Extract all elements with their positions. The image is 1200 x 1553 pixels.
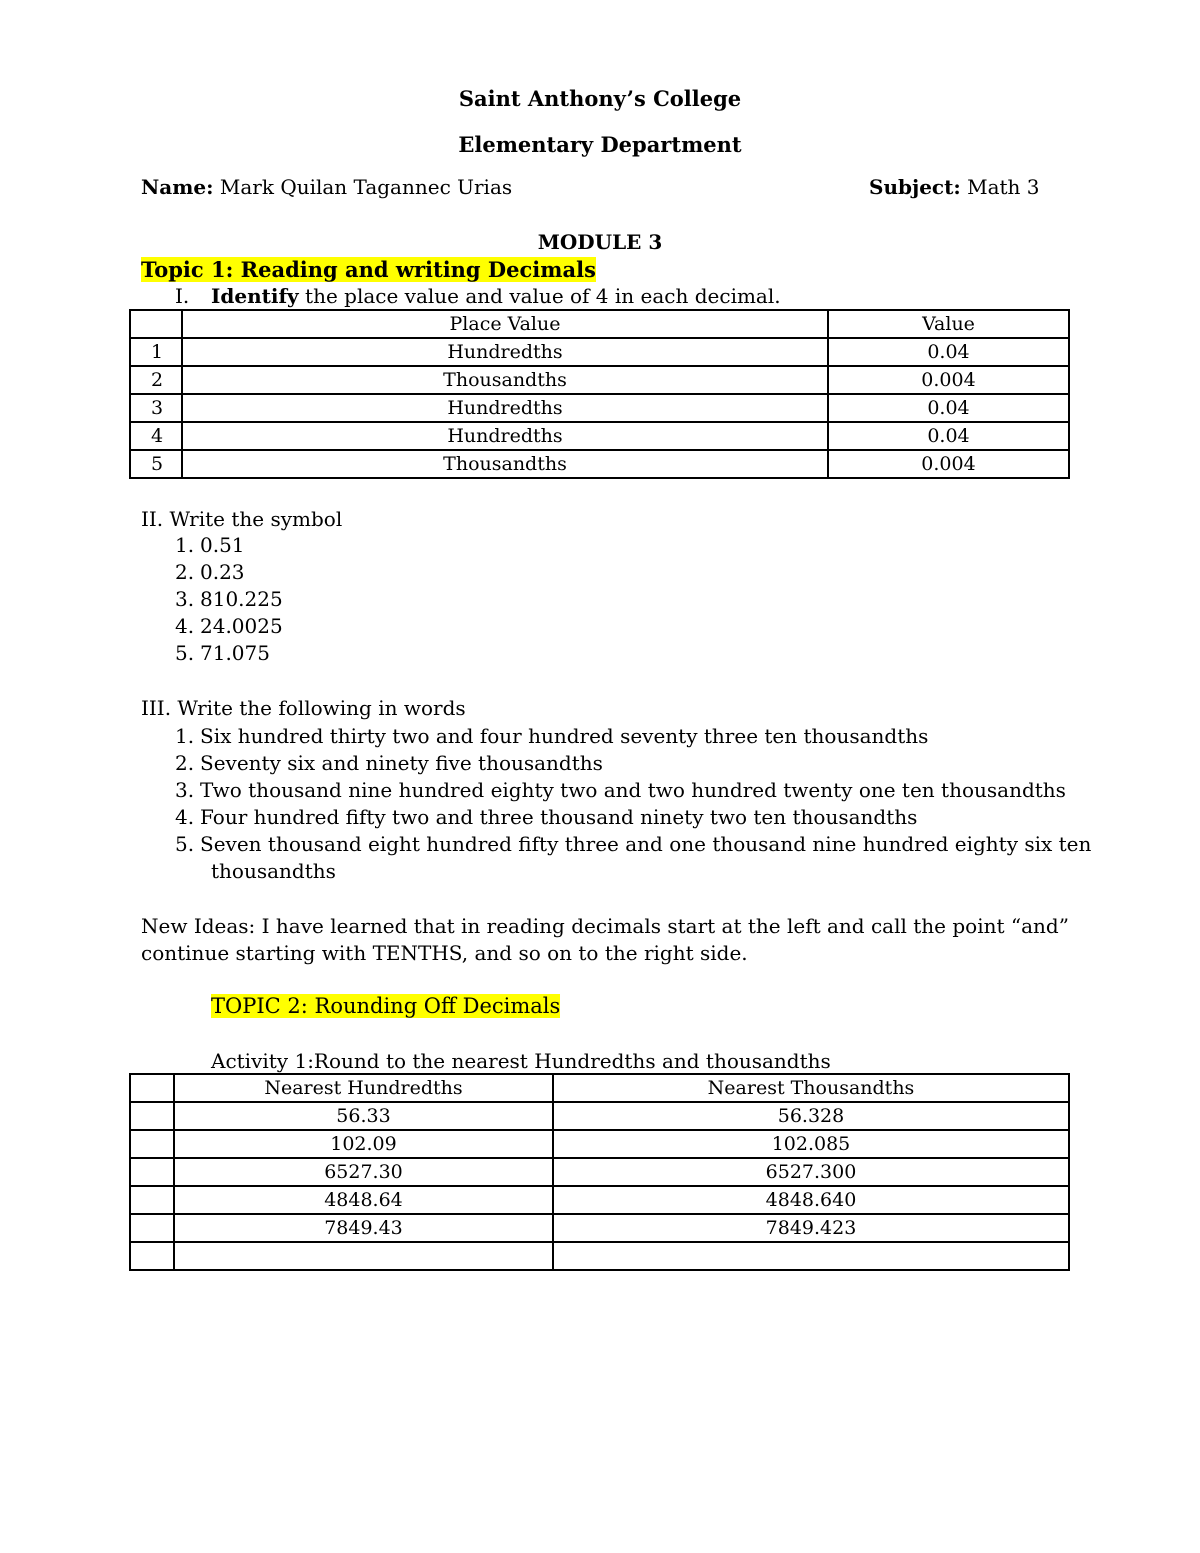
- nearest-hundredths-cell: 4848.64: [174, 1186, 553, 1214]
- table-header-cell: Nearest Hundredths: [174, 1074, 553, 1102]
- list-text: 71.075: [200, 641, 270, 665]
- list-number: 1.: [175, 724, 195, 748]
- table-header-row: [130, 1074, 1069, 1102]
- subject-line: [869, 175, 1040, 199]
- name-label: Name:: [141, 175, 214, 199]
- list-item: [175, 750, 1091, 777]
- table-row: [130, 1242, 1069, 1270]
- name-value: Mark Quilan Tagannec Urias: [219, 175, 513, 199]
- list-number: 3.: [175, 587, 195, 611]
- table-row: [130, 450, 1069, 478]
- module-title: MODULE 3: [537, 230, 663, 254]
- table-row: [130, 366, 1069, 394]
- table-row: [130, 1214, 1069, 1242]
- list-text: 0.23: [200, 560, 245, 584]
- nearest-hundredths-cell: 6527.30: [174, 1158, 553, 1186]
- subject-value: Math 3: [967, 175, 1040, 199]
- place-value-cell: Thousandths: [182, 450, 828, 478]
- nearest-thousandths-cell: 102.085: [553, 1130, 1069, 1158]
- list-item: [175, 640, 283, 667]
- list-text: Seven thousand eight hundred fifty three and one thousand nine hundred eighty six ten: [200, 832, 1092, 856]
- row-number: 5: [130, 450, 182, 478]
- subject-label: Subject:: [869, 175, 961, 199]
- part3-list: [175, 723, 1091, 885]
- nearest-thousandths-cell: 4848.640: [553, 1186, 1069, 1214]
- list-item: [175, 804, 1091, 831]
- list-number: 5.: [175, 641, 195, 665]
- nearest-thousandths-cell: 6527.300: [553, 1158, 1069, 1186]
- new-ideas-line-1: New Ideas: I have learned that in reading decimals start at the left and call the point “and”: [141, 914, 1069, 938]
- list-text: Seventy six and ninety five thousandths: [200, 751, 603, 775]
- table-row: [130, 1186, 1069, 1214]
- rounding-table: [129, 1073, 1070, 1271]
- topic2-title-text: TOPIC 2: Rounding Off Decimals: [211, 994, 561, 1018]
- nearest-thousandths-cell: 7849.423: [553, 1214, 1069, 1242]
- value-cell: 0.004: [828, 366, 1069, 394]
- list-text: Six hundred thirty two and four hundred seventy three ten thousandths: [200, 724, 929, 748]
- value-cell: 0.04: [828, 338, 1069, 366]
- table-header-cell: Value: [828, 310, 1069, 338]
- row-number: [130, 1158, 174, 1186]
- table-header-cell: Place Value: [182, 310, 828, 338]
- list-text: 24.0025: [200, 614, 283, 638]
- part1-bold: Identify: [211, 284, 299, 308]
- value-cell: 0.04: [828, 422, 1069, 450]
- list-text: Two thousand nine hundred eighty two and two hundred twenty one ten thousandths: [200, 778, 1066, 802]
- list-number: 4.: [175, 805, 195, 829]
- table-row: [130, 1130, 1069, 1158]
- list-item: [175, 777, 1091, 804]
- list-item-continuation: [175, 858, 1091, 885]
- row-number: 2: [130, 366, 182, 394]
- list-number: 2.: [175, 560, 195, 584]
- table-row: [130, 394, 1069, 422]
- list-number: 1.: [175, 533, 195, 557]
- table-row: [130, 1158, 1069, 1186]
- part2-list: [175, 532, 283, 667]
- table-header-cell: [130, 1074, 174, 1102]
- list-item: [175, 831, 1091, 858]
- activity-instruction: Activity 1:Round to the nearest Hundredths and thousandths: [211, 1049, 831, 1073]
- list-item: [175, 532, 283, 559]
- place-value-cell: Hundredths: [182, 394, 828, 422]
- topic1-title: [141, 257, 596, 282]
- place-value-cell: Hundredths: [182, 422, 828, 450]
- topic2-title: [211, 994, 560, 1018]
- place-value-cell: Hundredths: [182, 338, 828, 366]
- department-name: Elementary Department: [458, 132, 742, 157]
- table-row: [130, 422, 1069, 450]
- row-number: 3: [130, 394, 182, 422]
- list-item: [175, 559, 283, 586]
- list-item: [175, 613, 283, 640]
- part2-title: II. Write the symbol: [141, 507, 343, 531]
- nearest-hundredths-cell: 7849.43: [174, 1214, 553, 1242]
- list-number: 5.: [175, 832, 195, 856]
- row-number: [130, 1102, 174, 1130]
- list-text: thousandths: [211, 859, 336, 883]
- nearest-hundredths-cell: 102.09: [174, 1130, 553, 1158]
- table-row: [130, 338, 1069, 366]
- table-header-row: [130, 310, 1069, 338]
- school-name: Saint Anthony’s College: [458, 86, 742, 111]
- value-cell: 0.04: [828, 394, 1069, 422]
- list-item: [175, 586, 283, 613]
- nearest-thousandths-cell: 56.328: [553, 1102, 1069, 1130]
- part3-title: III. Write the following in words: [141, 696, 466, 720]
- nearest-thousandths-cell: [553, 1242, 1069, 1270]
- list-text: 810.225: [200, 587, 283, 611]
- list-number: 4.: [175, 614, 195, 638]
- row-number: 4: [130, 422, 182, 450]
- value-cell: 0.004: [828, 450, 1069, 478]
- nearest-hundredths-cell: 56.33: [174, 1102, 553, 1130]
- topic1-title-text: Topic 1: Reading and writing Decimals: [141, 257, 596, 282]
- place-value-cell: Thousandths: [182, 366, 828, 394]
- new-ideas-line-2: continue starting with TENTHS, and so on to the right side.: [141, 941, 748, 965]
- part1-instruction: [175, 284, 781, 308]
- row-number: [130, 1214, 174, 1242]
- row-number: [130, 1130, 174, 1158]
- table-header-cell: [130, 310, 182, 338]
- list-text: Four hundred fifty two and three thousand ninety two ten thousandths: [200, 805, 918, 829]
- table-header-cell: Nearest Thousandths: [553, 1074, 1069, 1102]
- place-value-table: [129, 309, 1070, 479]
- row-number: 1: [130, 338, 182, 366]
- row-number: [130, 1242, 174, 1270]
- nearest-hundredths-cell: [174, 1242, 553, 1270]
- list-number: 3.: [175, 778, 195, 802]
- row-number: [130, 1186, 174, 1214]
- part1-numeral: I.: [175, 284, 190, 308]
- part1-rest: the place value and value of 4 in each decimal.: [298, 284, 781, 308]
- list-text: 0.51: [200, 533, 245, 557]
- student-name-line: [141, 175, 512, 199]
- list-number: 2.: [175, 751, 195, 775]
- list-item: [175, 723, 1091, 750]
- table-row: [130, 1102, 1069, 1130]
